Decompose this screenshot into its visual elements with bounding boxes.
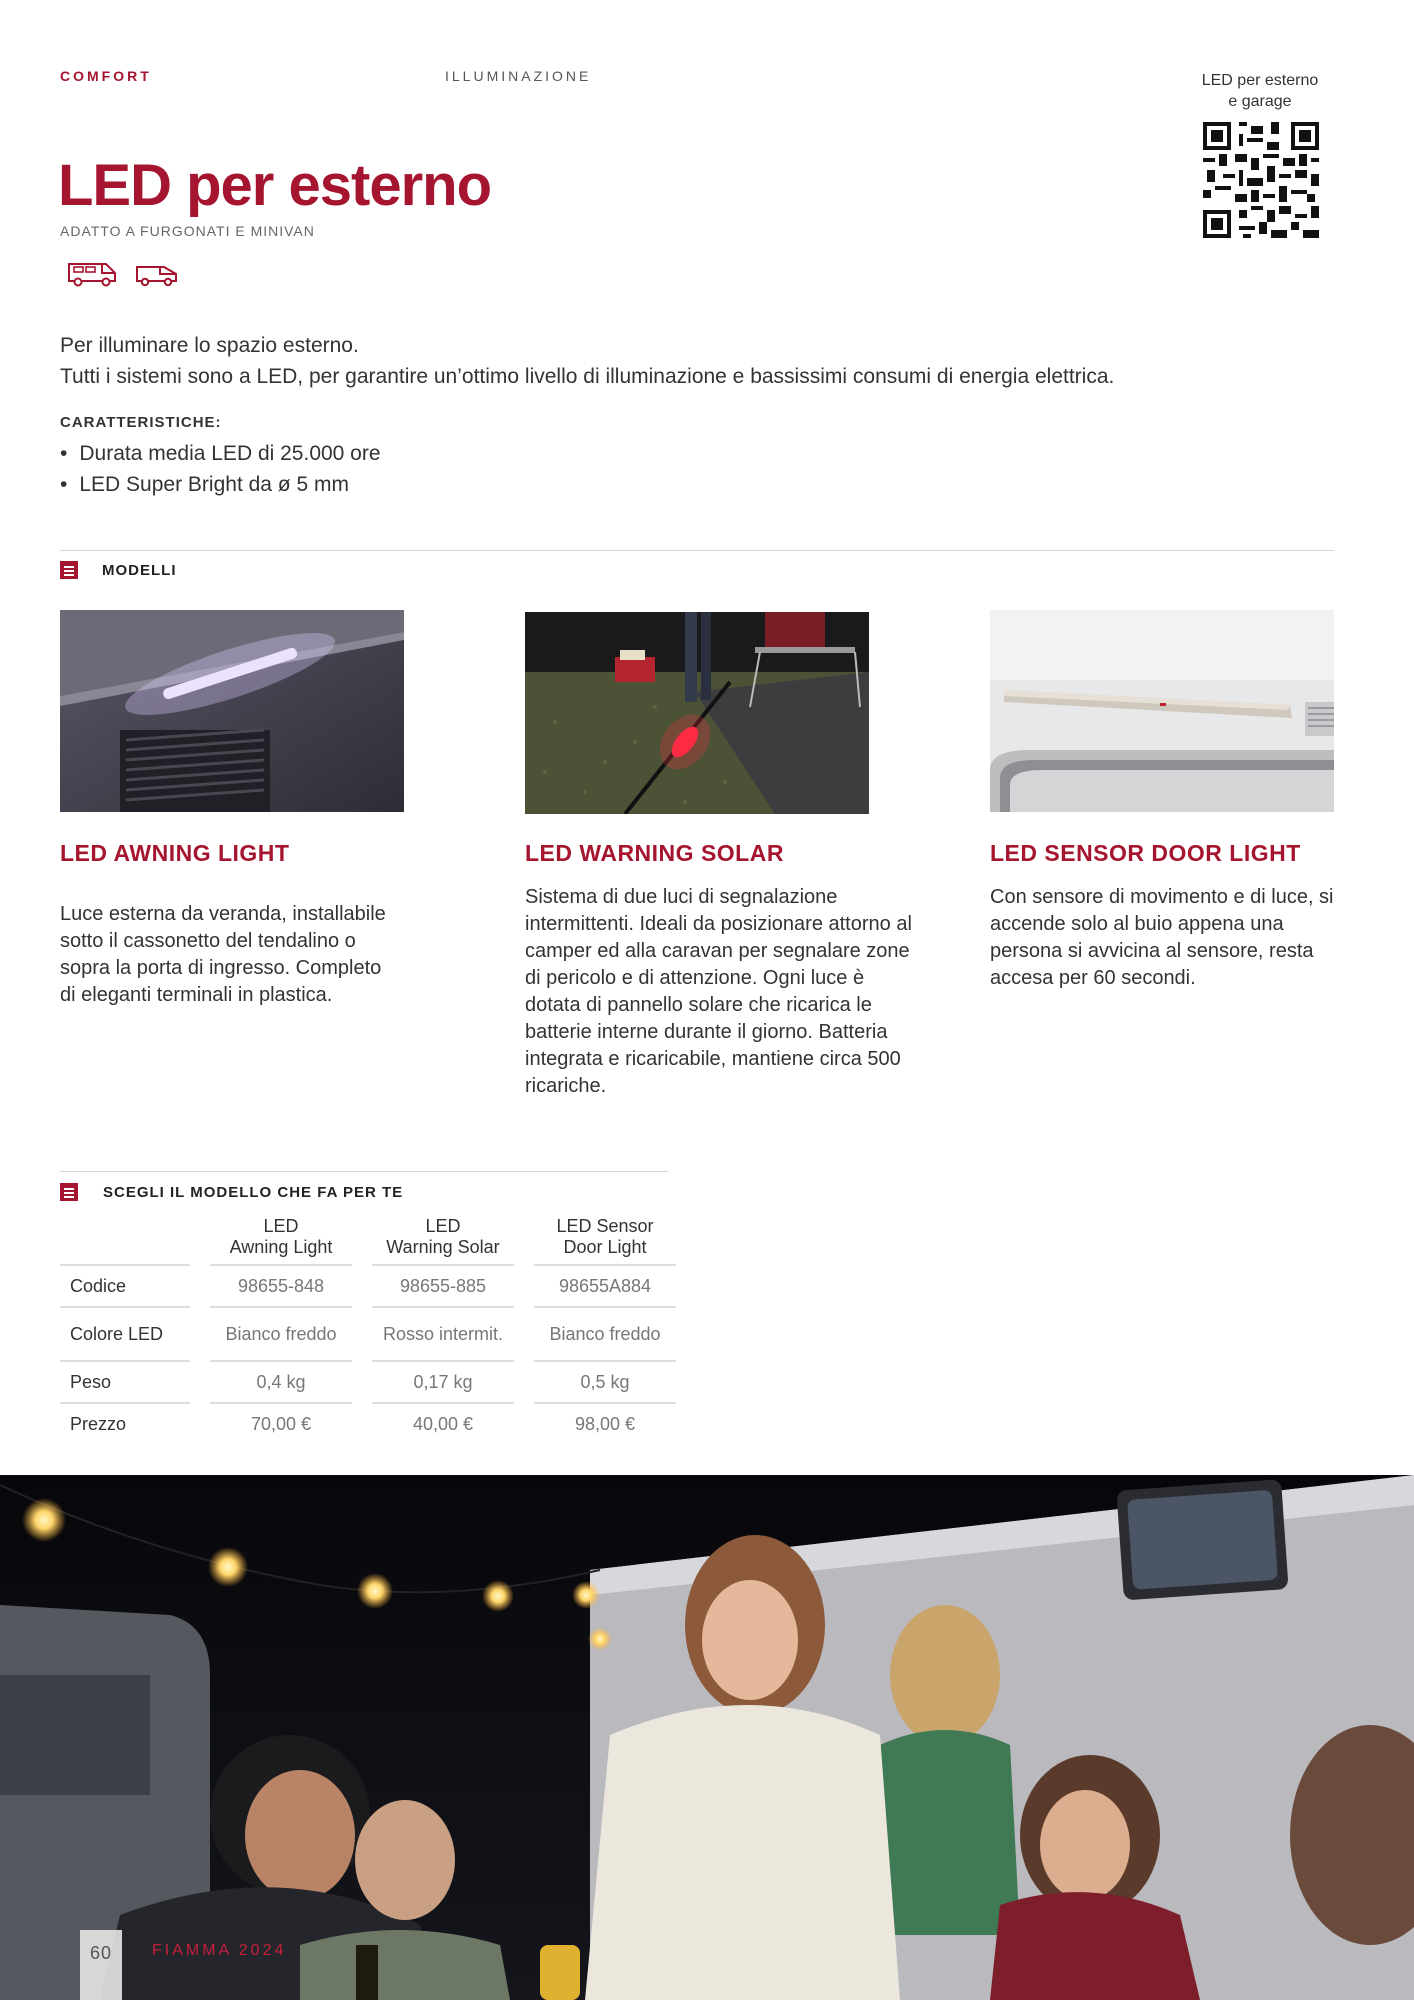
divider [60,1171,668,1172]
camping-night-photo [0,1475,1414,2000]
table-cell: 98655A884 [534,1264,676,1306]
column-header-line: Door Light [563,1237,647,1257]
models-heading: MODELLI [102,562,177,579]
column-header-line: Awning Light [229,1237,333,1257]
awning-light-photo [60,610,404,812]
table-cell: 40,00 € [372,1402,514,1444]
column-header-line: LED [263,1216,299,1236]
table-cell: 0,5 kg [534,1360,676,1402]
compare-heading: SCEGLI IL MODELLO CHE FA PER TE [103,1184,404,1201]
page-number: 60 [80,1930,122,2000]
qr-code-icon[interactable] [1203,122,1319,238]
column-header-line: LED [425,1216,461,1236]
product-description: Luce esterna da veranda, installabile sotto il cassonetto del tendalino o sopra la porta di ingresso. Completo di eleganti terminali in plastica. [60,903,386,1006]
divider [60,550,1334,551]
table-column-header [534,1216,676,1264]
row-label: Colore LED [60,1306,190,1360]
table-cell: 0,17 kg [372,1360,514,1402]
column-header-line: LED Sensor [556,1216,654,1236]
product-description: Con sensore di movimento e di luce, si accende solo al buio appena una persona si avvicina al sensore, resta accesa per 60 secondi. [990,886,1334,989]
section-list-icon [60,1183,78,1201]
minivan-icon [134,258,180,288]
section-list-icon [60,561,78,579]
table-cell: Bianco freddo [534,1306,676,1360]
qr-caption-line2: e garage [1228,93,1292,110]
row-label: Prezzo [60,1402,190,1444]
product-description: Sistema di due luci di segnalazione intermittenti. Ideali da posizionare attorno al camper ed alla caravan per segnalare zone di pericolo e di attenzione. Ogni luce è dotata di pannello solare che ricarica le batterie interne durante il giorno. Batteria integrata e ricaricabile, mantiene circa 500 ricariche. [525,886,912,1097]
warning-solar-photo [525,612,869,814]
van-icon [66,258,118,288]
table-cell: Bianco freddo [210,1306,352,1360]
page-title: LED per esterno [58,153,491,218]
table-column-header [372,1216,514,1264]
table-header-row [60,1216,676,1264]
table-row [60,1306,676,1360]
table-row [60,1360,676,1402]
intro-line: Per illuminare lo spazio esterno. [60,334,359,357]
row-label: Peso [60,1360,190,1402]
table-cell: 98655-885 [372,1264,514,1306]
feature-item: • Durata media LED di 25.000 ore [60,438,381,469]
features-heading: CARATTERISTICHE: [60,414,222,431]
table-column-header [210,1216,352,1264]
product-title: LED SENSOR DOOR LIGHT [990,840,1301,866]
qr-caption-line1: LED per esterno [1201,72,1319,89]
column-header-line: Warning Solar [386,1237,500,1257]
intro-text [60,330,1114,392]
table-cell: 0,4 kg [210,1360,352,1402]
table-cell: Rosso intermit. [372,1306,514,1360]
footer-brand: FIAMMA 2024 [152,1942,287,1959]
product-title: LED AWNING LIGHT [60,840,290,866]
features-list [60,438,381,500]
comparison-table [60,1216,676,1444]
table-cell: 70,00 € [210,1402,352,1444]
section-label: COMFORT [60,68,152,84]
sensor-door-light-photo [990,610,1334,812]
table-cell: 98,00 € [534,1402,676,1444]
table-row [60,1402,676,1444]
row-label: Codice [60,1264,190,1306]
table-header-empty [60,1216,190,1264]
table-row [60,1264,676,1306]
page-subtitle: ADATTO A FURGONATI E MINIVAN [60,223,315,239]
qr-caption [1180,70,1340,112]
intro-line: Tutti i sistemi sono a LED, per garantire un’ottimo livello di illuminazione e bassissimi consumi di energia elettrica. [60,365,1115,388]
table-cell: 98655-848 [210,1264,352,1306]
product-title: LED WARNING SOLAR [525,840,784,866]
feature-item: • LED Super Bright da ø 5 mm [60,469,381,500]
category-label: ILLUMINAZIONE [445,68,592,84]
